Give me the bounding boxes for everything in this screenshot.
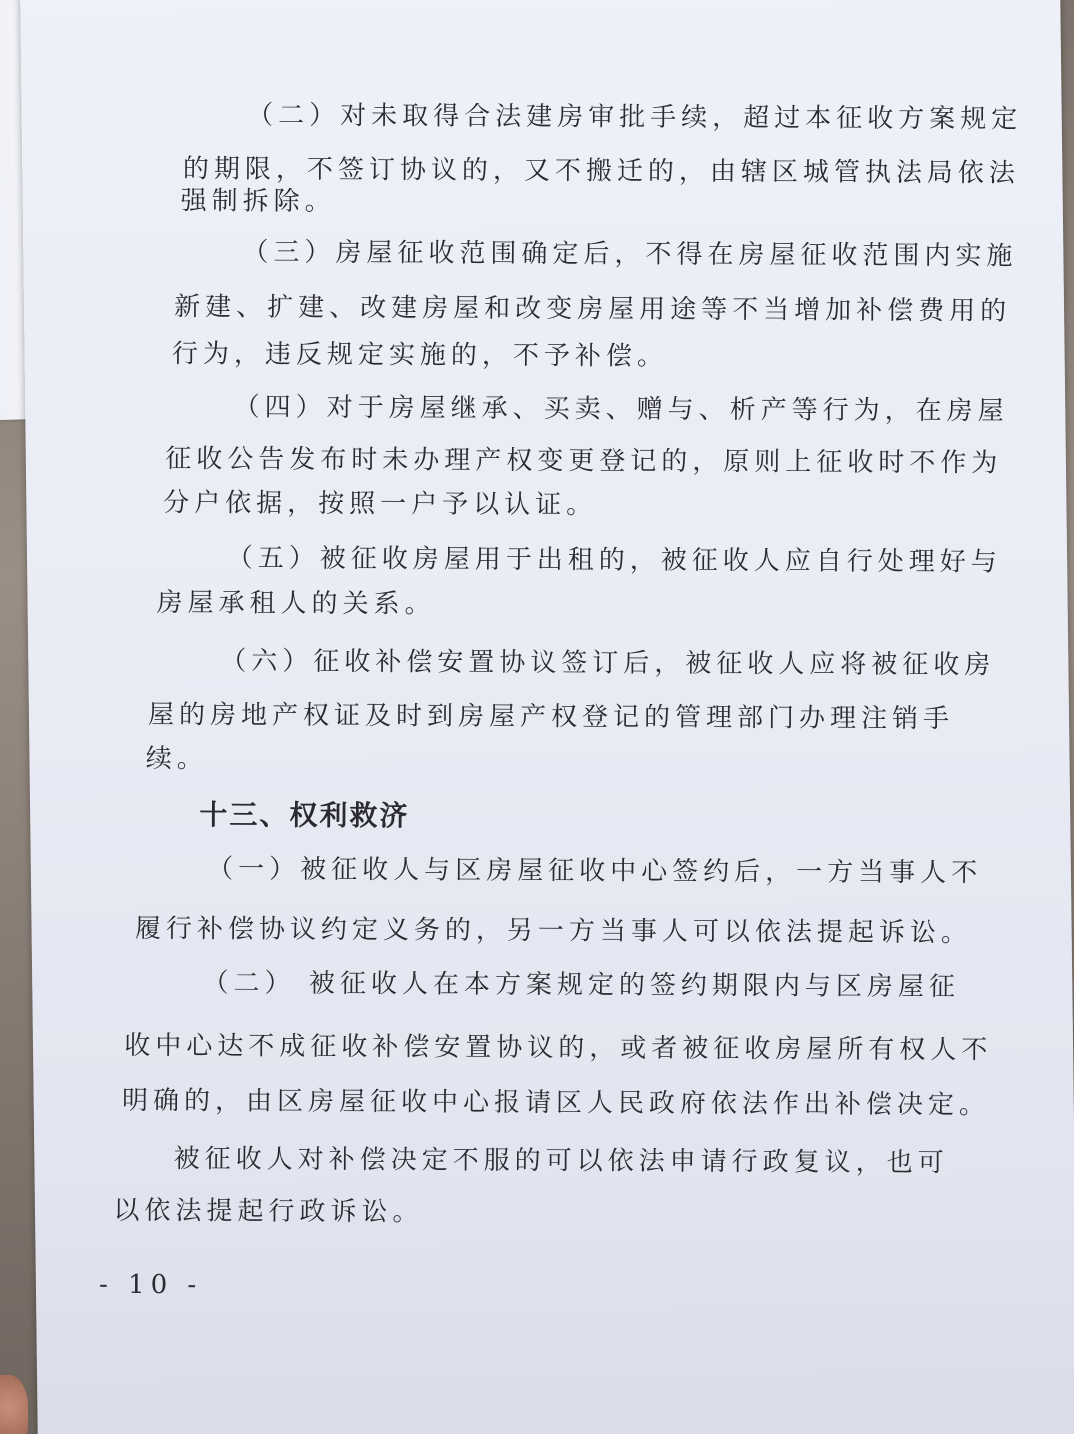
paragraph-line: 明确的，由区房屋征收中心报请区人民政府依法作出补偿决定。 <box>121 1085 991 1121</box>
paragraph-line: 履行补偿协议约定义务的，另一方当事人可以依法提起诉讼。 <box>134 913 972 949</box>
paragraph-line: 的期限，不签订协议的，又不搬迁的，由辖区城管执法局依法 <box>182 154 1020 189</box>
paragraph-line: （一）被征收人与区房屋征收中心签约后，一方当事人不 <box>207 854 983 889</box>
paragraph-line: （三）房屋征收范围确定后，不得在房屋征收范围内实施 <box>242 237 1018 272</box>
paragraph-line: （五）被征收房屋用于出租的，被征收人应自行处理好与 <box>226 543 1002 578</box>
paragraph-line: 强制拆除。 <box>180 186 336 217</box>
paragraph-line: 新建、扩建、改建房屋和改变房屋用途等不当增加补偿费用的 <box>174 292 1012 327</box>
page-number: - 10 - <box>98 1269 203 1301</box>
paragraph-line: 征收公告发布时未办理产权变更登记的，原则上征收时不作为 <box>165 444 1003 479</box>
section-heading: 十三、权利救济 <box>199 798 410 833</box>
paragraph-line: 被征收人对补偿决定不服的可以依法申请行政复议，也可 <box>173 1144 949 1179</box>
paragraph-line: 收中心达不成征收补偿安置协议的，或者被征收房屋所有权人不 <box>124 1030 993 1066</box>
paragraph-line: 行为，违反规定实施的，不予补偿。 <box>171 339 668 372</box>
paragraph-line: （二） 被征收人在本方案规定的签约期限内与区房屋征 <box>202 968 960 1003</box>
paragraph-line: 房屋承租人的关系。 <box>156 588 436 620</box>
paragraph-line: 续。 <box>145 743 208 775</box>
paragraph-line: 屋的房地产权证及时到房屋产权登记的管理部门办理注销手 <box>147 699 955 735</box>
paragraph-line: （二）对未取得合法建房审批手续，超过本征收方案规定 <box>247 100 1023 135</box>
paragraph-line: 分户依据，按照一户予以认证。 <box>163 488 598 521</box>
paragraph-line: （四）对于房屋继承、买卖、赠与、析产等行为，在房屋 <box>233 392 1009 427</box>
paragraph-line: （六）征收补偿安置协议签订后，被征收人应将被征收房 <box>220 646 996 681</box>
paragraph-line: 以依法提起行政诉讼。 <box>113 1195 424 1228</box>
